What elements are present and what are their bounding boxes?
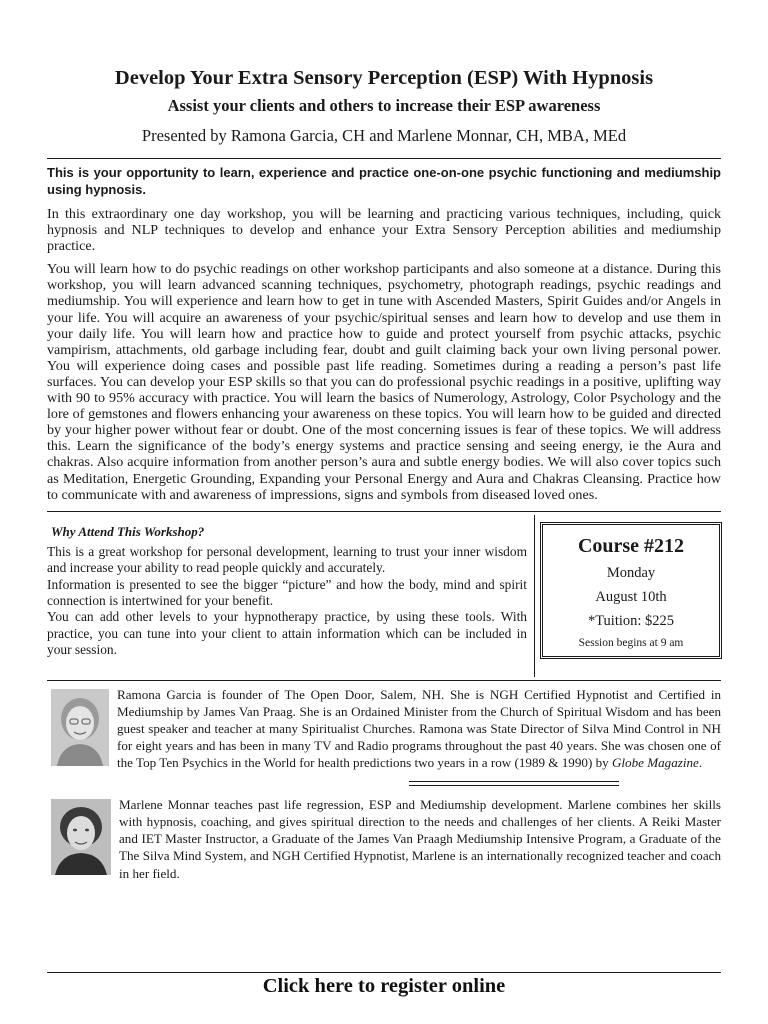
flyer [47, 62, 721, 882]
why-attend-point: You can add other levels to your hypnotherapy practice, by using these tools. With practice, you can tune into your client to attain information which can be included in your session. [47, 609, 527, 658]
why-attend-heading: Why Attend This Workshop? [51, 523, 205, 539]
intro-paragraph-2: You will learn how to do psychic readings on other workshop participants and also someone at a distance. During this workshop, you will learn advanced scanning techniques, psychometry, photograph readings, psychic readings and mediumship. You will experience and learn how to get in tune with Ascended Masters, Spirit Guides and/or Angels in your life. You will acquire an awareness of your psychic/spiritual senses and learn how to develop and use them in your daily life. You will learn how and practice how to guide and protect yourself from psychic attacks, psychic vampirism, attachments, old garbage including fear, doubt and guilt claiming back your own living personal power. You will experience doing cases and possible past life reading. Sometimes during a reading a person’s past life surfaces. You can develop your ESP skills so that you can do professional psychic readings in a positive, uplifting way with 90 to 95% accuracy with practice. You will learn the basics of Numerology, Astrology, Color Psychology and the lore of gemstones and flowers enhancing your awareness on these topics. You will learn how to be guided and directed by your higher power without fear or doubt. One of the most concerning issues is fear of these topics. We will address this. Learn the significance of the body’s energy systems and practice sensing and seeing energy, ie the Aura and chakras. Also acquire information from another person’s aura and subtle energy bodies. We will also cover topics such as Meditation, Energetic Grounding, Expanding your Personal Energy and Aura and Chakras Cleansing. Practice how to communicate with and awareness of impressions, signs and symbols from diseased loved ones. [47, 261, 721, 503]
course-number: Course #212 [577, 534, 685, 557]
bio-ramona [47, 686, 721, 771]
presenters-line: Presented by Ramona Garcia, CH and Marlene Monnar, CH, MBA, MEd [141, 126, 627, 145]
intro-paragraph-1: In this extraordinary one day workshop, you will be learning and practicing various techniques, including, quick hypnosis and NLP techniques to develop and enhance your Extra Sensory Perception abilities and mediumship practice. [47, 206, 721, 255]
bio-marlene [47, 796, 721, 881]
portrait-image [51, 689, 109, 766]
globe-magazine: Globe Magazine [611, 755, 699, 771]
page-title: Develop Your Extra Sensory Perception (ESP) With Hypnosis [114, 67, 654, 89]
bio-separator [409, 781, 619, 786]
why-attend-column [47, 519, 527, 659]
course-info-box [540, 522, 722, 659]
ramona-bio-end: . [698, 755, 703, 771]
page-subtitle: Assist your clients and others to increase their ESP awareness [167, 96, 601, 115]
why-attend-point: Information is presented to see the bigger “picture” and how the body, mind and spirit connection is intertwined for your benefit. [47, 576, 527, 608]
course-start-time: Session begins at 9 am [578, 636, 684, 649]
column-divider [534, 515, 535, 677]
bios-divider [47, 680, 721, 681]
portrait-image [51, 799, 111, 875]
intro-bold-statement: This is your opportunity to learn, experience and practice one-on-one psychic functioning and mediumship using hypnosis. [47, 165, 721, 197]
course-tuition: *Tuition: $225 [587, 612, 675, 629]
course-day: Monday [606, 564, 656, 581]
marlene-photo [51, 799, 111, 875]
section-divider [47, 511, 721, 512]
why-attend-section [47, 519, 721, 672]
why-attend-point: This is a great workshop for personal development, learning to trust your inner wisdom and increase your ability to read people quickly and accurately. [47, 543, 527, 576]
course-date: August 10th [595, 588, 667, 605]
register-online-link[interactable]: Click here to register online [262, 975, 506, 997]
ramona-bio-text [47, 686, 721, 771]
marlene-bio-text: Marlene Monnar teaches past life regression, ESP and Mediumship development. Marlene combines her skills with hypnosis, coaching, and gives spiritual direction to the needs and challenges of her clients. A Reiki Master and IET Master Instructor, a Graduate of the James Van Praagh Mediumship Intensive Program, a Graduate of the The Silva Mind System, and NGH Certified Hypnotist, Marlene is an internationally recognized teacher and coach in her field. [119, 797, 721, 881]
register-section [47, 972, 721, 999]
ramona-photo [51, 689, 109, 766]
header-divider [47, 158, 721, 159]
ramona-bio-body: Ramona Garcia is founder of The Open Door, Salem, NH. She is NGH Certified Hypnotist and Certified in Mediumship by James Van Praag. She is an Ordained Minister from the Church of Spiritual Wisdom and has been guest speaker and teacher at many Spiritualist Churches. Ramona was State Director of Silva Mind Control in NH for eight years and has been in many TV and Radio programs throughout the past 40 years. She was chosen one of the Top Ten Psychics in the World for health predictions two years in a row (1989 & 1990) by [117, 686, 721, 771]
